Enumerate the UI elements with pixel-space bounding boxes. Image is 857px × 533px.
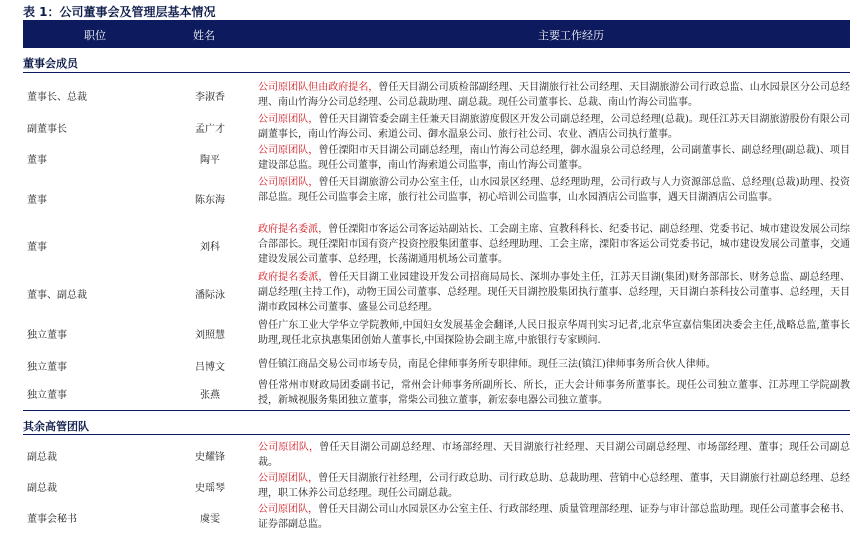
experience-text: 曾任天目湖管委会副主任兼天目湖旅游度假区开发公司副总经理，公司总经理(总裁)。现任江苏天目湖旅游股份有限公司副董事长，南山竹海公司、索道公司、御水温泉公司、旅行社公司、农业、酒店公司执行董事。 (258, 114, 851, 140)
experience-cell (258, 440, 850, 470)
experience-text: 曾任天目湖公司质检部副经理、天目湖旅行社公司经理、天目湖旅游公司行政总监、山水园景区分公司总经理、南山竹海分公司总经理、公司总裁助理、副总裁。现任公司董事长、总裁、南山竹海公司监事。 (258, 82, 851, 108)
name-cell: 李淑香 (195, 92, 225, 103)
position-cell: 副总裁 (27, 452, 57, 463)
name-cell: 陶平 (200, 155, 220, 166)
table-title: 表 1：公司董事会及管理层基本情况 (23, 5, 216, 19)
name-cell: 史耀锋 (195, 452, 225, 463)
position-cell: 独立董事 (27, 362, 67, 373)
section-title-executives: 其余高管团队 (23, 420, 89, 433)
name-cell: 虞雯 (200, 514, 220, 525)
name-cell: 吕博文 (195, 362, 225, 373)
experience-text: 曾任天目湖旅行社经理，公司行政总助、司行政总助、总裁助理、营销中心总经理、董事，天目湖旅行社副总经理、总经理，职工休养公司总经理。现任公司副总裁。 (258, 473, 851, 499)
experience-cell (258, 378, 850, 408)
experience-text: 曾任溧阳市客运公司客运站副站长、工会副主席、宣教科科长、纪委书记、副总经理、党委书记、城市建设发展公司综合部部长。现任溧阳市国有资产投资控股集团董事、总经理助理、工会主席，溧阳市客运公司党委书记，城市建设发展公司董事，交通建设发展公司董事、总经理，长荡湖通用机场公司董事。 (258, 224, 851, 265)
experience-cell (258, 471, 850, 501)
name-cell: 孟广才 (195, 124, 225, 135)
source-tag: 公司原团队， (258, 442, 320, 453)
name-cell: 陈东海 (195, 195, 225, 206)
experience-cell (258, 80, 850, 110)
experience-cell (258, 502, 850, 532)
section-divider (23, 434, 850, 435)
experience-text: 曾任镇江商品交易公司市场专员，南昆仑律师事务所专职律师。现任三法(镇江)律师事务所合伙人律师。 (258, 359, 716, 370)
source-tag: 公司原团队， (258, 473, 319, 484)
experience-text: 曾任常州市财政局团委副书记，常州会计师事务所副所长、所长，正大会计师事务所董事长。现任公司独立董事、江苏理工学院副教授，新城视服务集团独立董事，常柴公司独立董事，新宏泰电器公司独立董事。 (258, 380, 850, 406)
source-tag: 公司原团队， (258, 145, 319, 156)
position-cell: 副总裁 (27, 483, 57, 494)
name-cell: 张燕 (200, 390, 220, 401)
table-header (23, 20, 850, 48)
section-title-board: 董事会成员 (23, 57, 78, 70)
source-tag: 公司原团队， (258, 504, 319, 515)
experience-cell (258, 222, 850, 267)
position-cell: 董事会秘书 (27, 514, 77, 525)
header-name: 姓名 (193, 29, 215, 42)
position-cell: 副董事长 (27, 124, 67, 135)
name-cell: 刘照慧 (195, 330, 225, 341)
source-tag: 公司原团队， (258, 114, 319, 125)
source-tag: 公司原团队但由政府提名， (258, 82, 379, 93)
position-cell: 董事 (27, 155, 47, 166)
header-position: 职位 (84, 29, 106, 42)
name-cell: 史瑶琴 (195, 483, 225, 494)
experience-cell (258, 143, 850, 173)
position-cell: 董事、副总裁 (27, 290, 87, 301)
header-experience: 主要工作经历 (538, 29, 604, 42)
position-cell: 独立董事 (27, 390, 67, 401)
experience-text: 曾任天目湖公司副总经理、市场部经理、天目湖旅行社经理、天目湖公司副总经理、市场部经理、董事；现任公司副总裁。 (258, 442, 851, 468)
source-tag: 公司原团队， (258, 177, 319, 188)
experience-text: 曾任天目湖公司山水园景区办公室主任、行政部经理、质量管理部经理、证券与审计部总监助理。现任公司董事会秘书、证券部副总监。 (258, 504, 851, 530)
name-cell: 潘际泳 (195, 290, 225, 301)
name-cell: 刘科 (200, 242, 220, 253)
position-cell: 董事长、总裁 (27, 92, 87, 103)
source-tag: 政府提名委派， (258, 224, 329, 235)
position-cell: 董事 (27, 242, 47, 253)
experience-text: 曾任天目湖旅游公司办公室主任，山水园景区经理、总经理助理，公司行政与人力资源部总监、总经理(总裁)助理、投资部总监。现任公司监事会主席，旅行社公司监事，初心培训公司监事，山水园酒店公司监事，遇天目湖酒店公司监事。 (258, 177, 851, 203)
experience-cell (258, 357, 850, 372)
position-cell: 董事 (27, 195, 47, 206)
section-divider (23, 410, 850, 411)
source-tag: 政府提名委派， (258, 272, 329, 283)
section-divider (23, 72, 850, 73)
experience-text: 曾任溧阳市天目湖公司副总经理，南山竹海公司总经理，御水温泉公司总经理，公司副董事长、副总经理(副总裁)、项目建设部总监。现任公司董事，南山竹海索道公司监事，南山竹海公司董事。 (258, 145, 851, 171)
experience-text: 曾任天目湖工业园建设开发公司招商局局长、深圳办事处主任，江苏天目湖(集团)财务部部长、财务总监、副总经理、副总经理(主持工作)，动物王国公司董事、总经理。现任天目湖控股集团执行董事、总经理，天目湖白茶科技公司董事、总经理，天目湖市政园林公司董事、盛显公司总经理。 (258, 272, 850, 313)
experience-cell (258, 318, 850, 348)
experience-cell (258, 112, 850, 142)
position-cell: 独立董事 (27, 330, 67, 341)
experience-text: 曾任广东工业大学华立学院教师,中国妇女发展基金会翻译,人民日报京华周刊实习记者,北京华宣嘉信集团决委会主任,战略总监,董事长助理,现任北京执惠集团创始人董事长,中国探险协会副主席,中旅银行专家顾问. (258, 320, 850, 346)
experience-cell (258, 270, 850, 315)
experience-cell (258, 175, 850, 205)
